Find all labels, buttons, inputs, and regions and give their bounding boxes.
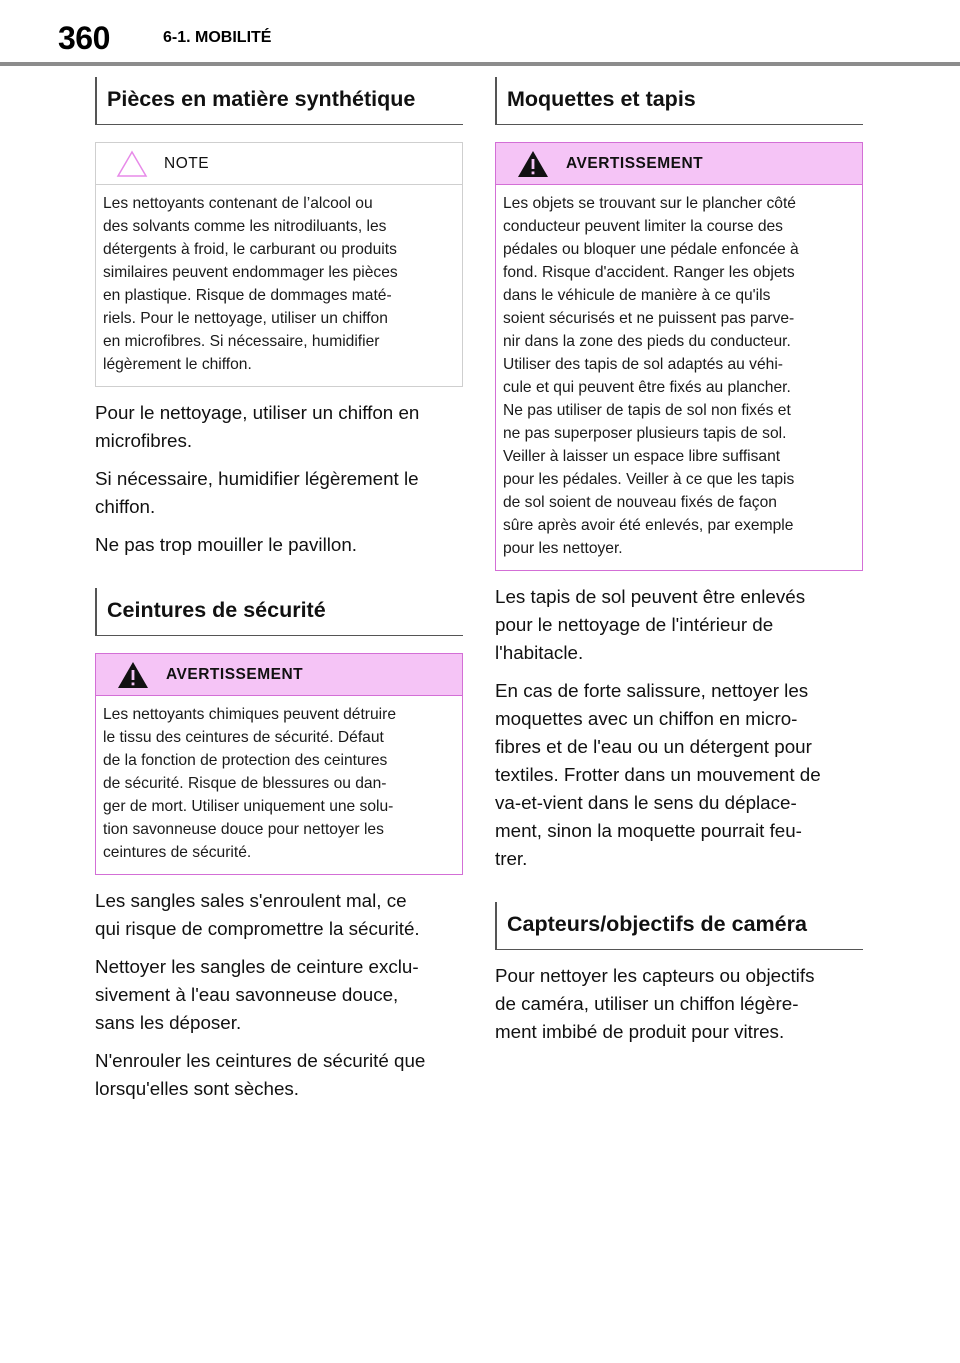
page-header	[0, 0, 960, 70]
heading-synthetic-parts: Pièces en matière synthétique	[95, 77, 463, 125]
heading-seatbelts: Ceintures de sécurité	[95, 588, 463, 636]
warning-line: soient sécurisés et ne puissent pas parve-	[503, 310, 795, 327]
warning-header	[496, 143, 862, 185]
header-divider	[0, 62, 960, 66]
warning-line: ger de mort. Utiliser uniquement une solu-	[103, 798, 394, 815]
warning-line: ne pas superposer plusieurs tapis de sol.	[503, 425, 787, 442]
warning-triangle-icon	[516, 149, 550, 179]
paragraph: N'enrouler les ceintures de sécurité que lorsqu'elles sont sèches.	[95, 1050, 426, 1099]
heading-camera-sensors: Capteurs/objectifs de caméra	[495, 902, 863, 950]
warning-line: sûre après avoir été enlevés, par exemple	[503, 517, 794, 534]
caution-outline-icon	[116, 149, 148, 179]
paragraph: Nettoyer les sangles de ceinture exclu- sivement à l'eau savonneuse douce, sans les déposer.	[95, 956, 419, 1033]
warning-text	[96, 696, 462, 874]
paragraph: En cas de forte salissure, nettoyer les moquettes avec un chiffon en micro- fibres et de l'eau ou un détergent pour textiles. Frotter dans un mouvement de va-et-vient dans le sens du déplace- ment, sinon la moquette pourrait feu- trer.	[495, 680, 821, 869]
note-box	[95, 142, 463, 387]
camera-paragraphs	[495, 962, 863, 1046]
warning-line: de sécurité. Risque de blessures ou dan-	[103, 775, 387, 792]
warning-text	[496, 185, 862, 570]
warning-line: de la fonction de protection des ceintures	[103, 752, 388, 769]
warning-line: Les objets se trouvant sur le plancher côté	[503, 195, 796, 212]
note-text	[96, 185, 462, 386]
note-header	[96, 143, 462, 185]
warning-header	[96, 654, 462, 696]
warning-line: cule et qui peuvent être fixés au plancher.	[503, 379, 791, 396]
warning-label: AVERTISSEMENT	[566, 154, 704, 172]
warning-line: le tissu des ceintures de sécurité. Défaut	[103, 729, 384, 746]
paragraph: Pour le nettoyage, utiliser un chiffon en microfibres.	[95, 402, 420, 451]
note-line: détergents à froid, le carburant ou produits	[103, 241, 397, 258]
synthetic-paragraphs	[95, 399, 463, 559]
paragraph: Si nécessaire, humidifier légèrement le chiffon.	[95, 468, 419, 517]
note-label: NOTE	[164, 154, 210, 172]
left-column	[95, 77, 463, 1103]
warning-line: Utiliser des tapis de sol adaptés au véhi-	[503, 356, 783, 373]
warning-box	[95, 653, 463, 875]
warning-line: dans le véhicule de manière à ce qu'ils	[503, 287, 771, 304]
paragraph: Ne pas trop mouiller le pavillon.	[95, 534, 358, 555]
warning-line: conducteur peuvent limiter la course des	[503, 218, 783, 235]
note-line: en microfibres. Si nécessaire, humidifier	[103, 333, 380, 350]
warning-line: nir dans la zone des pieds du conducteur.	[503, 333, 791, 350]
note-line: Les nettoyants contenant de l’alcool ou	[103, 195, 373, 212]
note-line: des solvants comme les nitrodiluants, les	[103, 218, 387, 235]
carpet-paragraphs	[495, 583, 863, 873]
warning-line: pédales ou bloquer une pédale enfoncée à	[503, 241, 799, 258]
chapter-title: 6-1. MOBILITÉ	[163, 29, 272, 46]
warning-line: Ne pas utiliser de tapis de sol non fixés et	[503, 402, 791, 419]
note-line: similaires peuvent endommager les pièces	[103, 264, 398, 281]
paragraph: Les tapis de sol peuvent être enlevés pour le nettoyage de l'intérieur de l'habitacle.	[495, 586, 806, 663]
note-line: riels. Pour le nettoyage, utiliser un chiffon	[103, 310, 388, 327]
note-line: en plastique. Risque de dommages maté-	[103, 287, 392, 304]
page-number: 360	[58, 20, 110, 56]
heading-carpets: Moquettes et tapis	[495, 77, 863, 125]
warning-line: fond. Risque d'accident. Ranger les objets	[503, 264, 795, 281]
note-line: légèrement le chiffon.	[103, 356, 252, 373]
warning-line: pour les nettoyer.	[503, 540, 623, 557]
paragraph: Les sangles sales s'enroulent mal, ce qui risque de compromettre la sécurité.	[95, 890, 420, 939]
right-column	[495, 77, 863, 1046]
warning-line: tion savonneuse douce pour nettoyer les	[103, 821, 384, 838]
warning-line: de sol soient de nouveau fixés de façon	[503, 494, 777, 511]
warning-label: AVERTISSEMENT	[166, 665, 304, 683]
warning-line: Les nettoyants chimiques peuvent détruire	[103, 706, 396, 723]
paragraph: Pour nettoyer les capteurs ou objectifs de caméra, utiliser un chiffon légère- ment imbibé de produit pour vitres.	[495, 965, 815, 1042]
warning-line: pour les pédales. Veiller à ce que les tapis	[503, 471, 795, 488]
warning-triangle-icon	[116, 660, 150, 690]
warning-line: ceintures de sécurité.	[103, 844, 252, 861]
seatbelt-paragraphs	[95, 887, 463, 1103]
warning-box	[495, 142, 863, 571]
warning-line: Veiller à laisser un espace libre suffisant	[503, 448, 781, 465]
